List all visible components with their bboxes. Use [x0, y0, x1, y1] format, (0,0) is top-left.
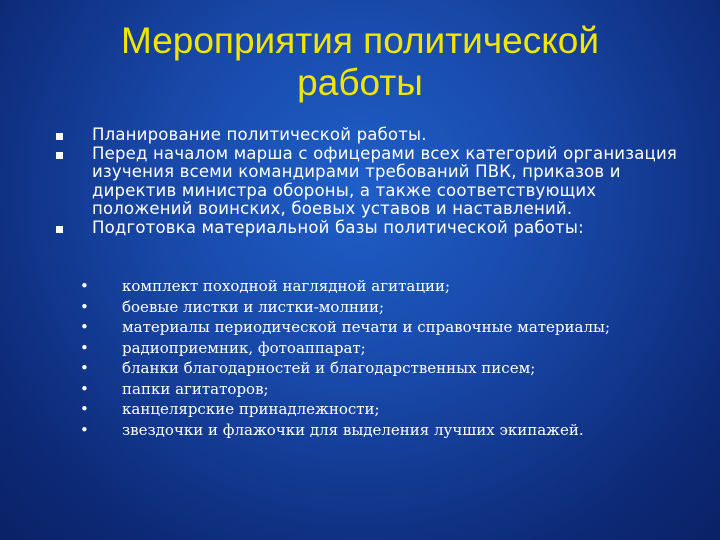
main-item-text: Перед началом марша с офицерами всех категорий организация изучения всеми командирами требований ПВК, приказов и директив министра обороны, а также соответствующих положений воинских, боевых уставов и наставлений.: [92, 143, 677, 218]
square-bullet-icon: [56, 152, 63, 159]
dot-bullet-icon: •: [80, 400, 89, 418]
sub-item-text: боевые листки и листки-молнии;: [122, 297, 385, 316]
sub-list-item: [80, 360, 700, 378]
sub-bullet-list: [80, 278, 700, 442]
sub-item-text: звездочки и флажочки для выделения лучших экипажей.: [122, 420, 584, 439]
sub-list-item: [80, 401, 700, 419]
sub-list-item: [80, 422, 700, 440]
sub-item-text: бланки благодарностей и благодарственных писем;: [122, 359, 536, 377]
dot-bullet-icon: •: [80, 420, 89, 439]
dot-bullet-icon: •: [80, 318, 89, 336]
sub-list-item: [80, 319, 700, 337]
sub-list-item: [80, 340, 700, 358]
sub-list-item: [80, 299, 700, 317]
sub-item-text: комплект походной наглядной агитации;: [122, 277, 451, 295]
main-list-item: [58, 219, 698, 238]
main-item-text: Планирование политической работы.: [92, 125, 427, 144]
sub-item-text: папки агитаторов;: [122, 379, 269, 398]
sub-item-text: радиоприемник, фотоаппарат;: [122, 338, 366, 357]
dot-bullet-icon: •: [80, 359, 89, 377]
sub-list-item: [80, 381, 700, 399]
square-bullet-icon: [56, 133, 63, 140]
sub-item-text: канцелярские принадлежности;: [122, 400, 380, 418]
dot-bullet-icon: •: [80, 297, 89, 316]
square-bullet-icon: [56, 226, 63, 233]
sub-list-item: [80, 278, 700, 296]
slide-title: Мероприятия политической работы: [120, 20, 600, 103]
dot-bullet-icon: •: [80, 277, 89, 295]
main-bullet-list: [58, 126, 698, 237]
dot-bullet-icon: •: [80, 338, 89, 357]
main-list-item: [58, 126, 698, 145]
dot-bullet-icon: •: [80, 379, 89, 398]
sub-item-text: материалы периодической печати и справочные материалы;: [122, 318, 610, 336]
main-list-item: [58, 145, 698, 219]
main-item-text: Подготовка материальной базы политической работы:: [92, 217, 584, 237]
